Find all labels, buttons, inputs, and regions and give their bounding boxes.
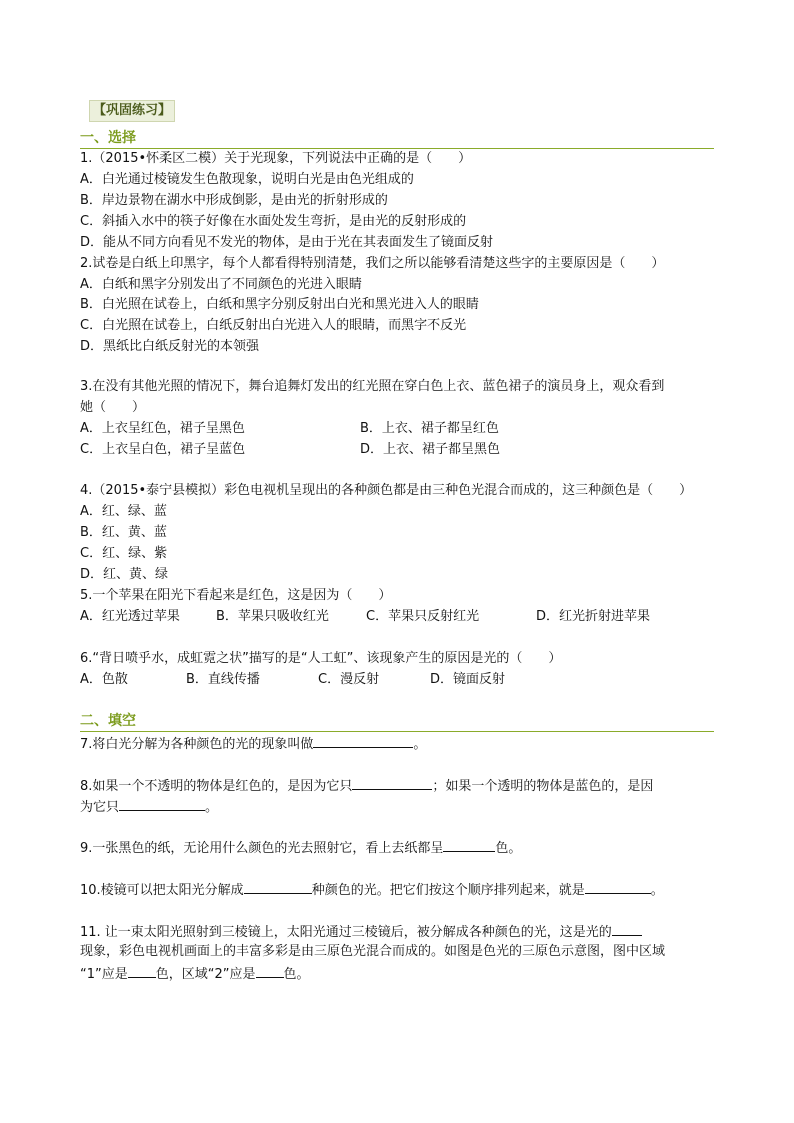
- q7-line: [80, 733, 426, 755]
- q3-stem-line1: 3.在没有其他光照的情况下，舞台追舞灯发出的红光照在穿白色上衣、蓝色裙子的演员身上，观众看到: [80, 379, 665, 394]
- q9-text-after: 色。: [495, 841, 522, 856]
- q9-text-before: 9.一张黑色的纸，无论用什么颜色的光去照射它，看上去纸都呈: [80, 841, 444, 856]
- q2-stem: 2.试卷是白纸上印黑字，每个人都看得特别清楚，我们之所以能够看清楚这些字的主要原因是（ ）: [80, 256, 665, 271]
- q1-stem: 1.（2015•怀柔区二模）关于光现象，下列说法中正确的是（ ）: [80, 151, 472, 166]
- q3-stem-line2: 她（ ）: [80, 400, 146, 415]
- q3-option-a: A．上衣呈红色，裙子呈黑色: [80, 421, 245, 436]
- q8-answer-blank-1[interactable]: [352, 775, 432, 790]
- q6-option-c: C．漫反射: [318, 672, 380, 687]
- q10-text-part2: 种颜色的光。把它们按这个顺序排列起来，就是: [311, 883, 585, 898]
- q1-option-d: D．能从不同方向看见不发光的物体，是由于光在其表面发生了镜面反射: [80, 235, 494, 250]
- q7-answer-blank[interactable]: [313, 733, 413, 748]
- q11-text-part1: 11. 让一束太阳光照射到三棱镜上，太阳光通过三棱镜后，被分解成各种颜色的光，这是光的: [80, 925, 612, 940]
- q8-text-part1: 8.如果一个不透明的物体是红色的，是因为它只: [80, 779, 353, 794]
- q8-text-part4: 。: [205, 800, 219, 815]
- q4-option-a: A．红、绿、蓝: [80, 504, 167, 519]
- q10-text-part1: 10.棱镜可以把太阳光分解成: [80, 883, 244, 898]
- q4-option-c: C．红、绿、紫: [80, 546, 168, 561]
- q4-option-d: D．红、黄、绿: [80, 567, 169, 582]
- q10-text-part3: 。: [650, 883, 664, 898]
- q9-line: [80, 837, 521, 859]
- q9-answer-blank[interactable]: [443, 837, 495, 852]
- q8-text-part2: ；如果一个透明的物体是蓝色的，是因: [432, 779, 654, 794]
- q10-answer-blank-2[interactable]: [585, 879, 651, 894]
- q5-stem: 5.一个苹果在阳光下看起来是红色，这是因为（ ）: [80, 588, 392, 603]
- section-fill-title: 二、填空: [80, 713, 136, 729]
- q11-line3: [80, 963, 310, 985]
- q8-line2: [80, 796, 218, 818]
- q8-line1: [80, 775, 653, 797]
- q7-text-before: 7.将白光分解为各种颜色的光的现象叫做: [80, 737, 314, 752]
- q7-text-after: 。: [413, 737, 427, 752]
- q11-answer-blank-1[interactable]: [612, 921, 642, 936]
- q11-line1: [80, 921, 642, 943]
- consolidation-practice-badge: 【巩固练习】: [89, 100, 175, 122]
- q1-option-a: A．白光通过棱镜发生色散现象，说明白光是由色光组成的: [80, 172, 414, 187]
- q8-answer-blank-2[interactable]: [119, 796, 205, 811]
- section-fill-divider: [80, 731, 714, 732]
- q1-option-b: B．岸边景物在湖水中形成倒影，是由光的折射形成的: [80, 193, 388, 208]
- q4-option-b: B．红、黄、蓝: [80, 525, 167, 540]
- q5-option-d: D．红光折射进苹果: [536, 609, 651, 624]
- q2-option-d: D．黑纸比白纸反射光的本领强: [80, 339, 260, 354]
- q11-text-part3: “1”应是: [80, 967, 128, 982]
- q11-line2: 现象，彩色电视机画面上的丰富多彩是由三原色光混合而成的。如图是色光的三原色示意图，图中区域: [80, 944, 666, 959]
- q6-option-a: A．色散: [80, 672, 128, 687]
- q3-option-d: D．上衣、裙子都呈黑色: [360, 442, 501, 457]
- q8-text-part3: 为它只: [80, 800, 120, 815]
- q4-stem: 4.（2015•泰宁县模拟）彩色电视机呈现出的各种颜色都是由三种色光混合而成的，这三种颜色是（ ）: [80, 483, 693, 498]
- q11-answer-blank-2[interactable]: [128, 963, 156, 978]
- q3-option-b: B．上衣、裙子都呈红色: [360, 421, 499, 436]
- section-choice-title: 一、选择: [80, 130, 136, 146]
- q11-answer-blank-3[interactable]: [256, 963, 284, 978]
- q5-option-a: A．红光透过苹果: [80, 609, 180, 624]
- q5-option-c: C．苹果只反射红光: [366, 609, 480, 624]
- q11-text-part4: 色，区域“2”应是: [155, 967, 256, 982]
- q10-line: [80, 879, 664, 901]
- q1-option-c: C．斜插入水中的筷子好像在水面处发生弯折，是由光的反射形成的: [80, 214, 467, 229]
- q3-option-c: C．上衣呈白色，裙子呈蓝色: [80, 442, 246, 457]
- q6-option-b: B．直线传播: [186, 672, 260, 687]
- q6-stem: 6.“背日喷乎水，成虹霓之状”描写的是“人工虹”、该现象产生的原因是光的（ ）: [80, 651, 562, 666]
- q2-option-b: B．白光照在试卷上，白纸和黑字分别反射出白光和黑光进入人的眼睛: [80, 297, 479, 312]
- q6-option-d: D．镜面反射: [430, 672, 506, 687]
- q11-text-part5: 色。: [283, 967, 310, 982]
- q2-option-c: C．白光照在试卷上，白纸反射出白光进入人的眼睛，而黑字不反光: [80, 318, 467, 333]
- q5-option-b: B．苹果只吸收红光: [216, 609, 329, 624]
- q2-option-a: A．白纸和黑字分别发出了不同颜色的光进入眼睛: [80, 277, 362, 292]
- q10-answer-blank-1[interactable]: [244, 879, 312, 894]
